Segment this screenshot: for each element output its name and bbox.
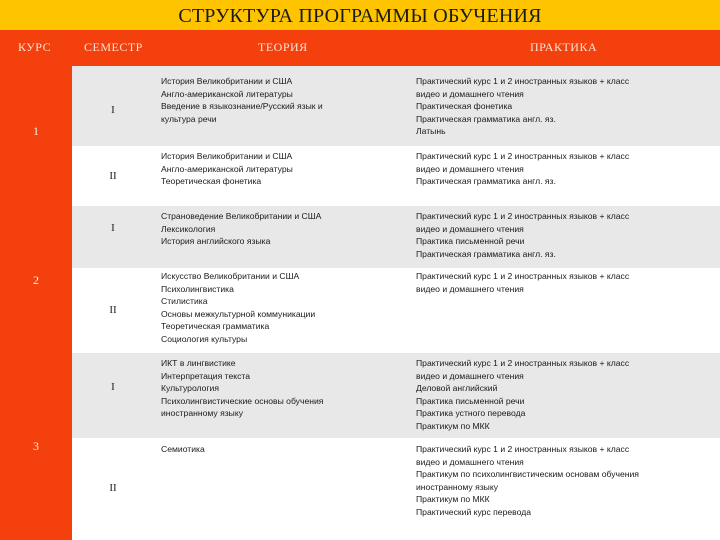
course-2: 2 (33, 273, 39, 287)
semester-label: I (111, 104, 115, 116)
course-1: 1 (33, 124, 39, 138)
course-3: 3 (33, 439, 39, 453)
theory-cell: История Великобритании и США Англо-американской литературы Введение в языкознание/Русский язык и культура речи (161, 76, 323, 124)
semester-label: I (111, 222, 115, 234)
semester-label: II (109, 482, 117, 494)
practice-cell: Практический курс 1 и 2 иностранных языков + класс видео и домашнего чтения Практика письменной речи Практическая грамматика англ. яз. (416, 211, 630, 259)
practice-cell: Практический курс 1 и 2 иностранных языков + класс видео и домашнего чтения (416, 271, 630, 294)
header-course: КУРС (18, 40, 52, 54)
semester-label: II (109, 304, 117, 316)
page-title: СТРУКТУРА ПРОГРАММЫ ОБУЧЕНИЯ (178, 5, 542, 27)
table-header (0, 30, 720, 66)
practice-cell: Практический курс 1 и 2 иностранных языков + класс видео и домашнего чтения Практическая грамматика англ. яз. (416, 151, 630, 187)
theory-cell: Семиотика (161, 444, 205, 454)
theory-cell: ИКТ в лингвистике Интерпретация текста Культурология Психолингвистические основы обучения иностранному языку (161, 358, 324, 419)
practice-cell: Практический курс 1 и 2 иностранных языков + класс видео и домашнего чтения Практикум по психолингвистическим основам обучения иностранному языку Практикум по МКК Практический курс перевода (416, 444, 639, 517)
header-theory: ТЕОРИЯ (258, 40, 308, 54)
header-semester: СЕМЕСТР (84, 40, 143, 54)
practice-cell: Практический курс 1 и 2 иностранных языков + класс видео и домашнего чтения Практическая фонетика Практическая грамматика англ. яз. Латынь (416, 76, 630, 137)
theory-cell: Искусство Великобритании и США Психолингвистика Стилистика Основы межкультурной коммуникации Теоретическая грамматика Социология культуры (161, 271, 316, 344)
practice-cell: Практический курс 1 и 2 иностранных языков + класс видео и домашнего чтения Деловой английский Практика письменной речи Практика устного перевода Практикум по МКК (416, 358, 630, 431)
semester-label: II (109, 170, 117, 182)
theory-cell: Страноведение Великобритании и США Лексикология История английского языка (161, 211, 322, 247)
semester-label: I (111, 381, 115, 393)
header-practice: ПРАКТИКА (530, 40, 598, 54)
theory-cell: История Великобритании и США Англо-американской литературы Теоретическая фонетика (161, 151, 293, 187)
